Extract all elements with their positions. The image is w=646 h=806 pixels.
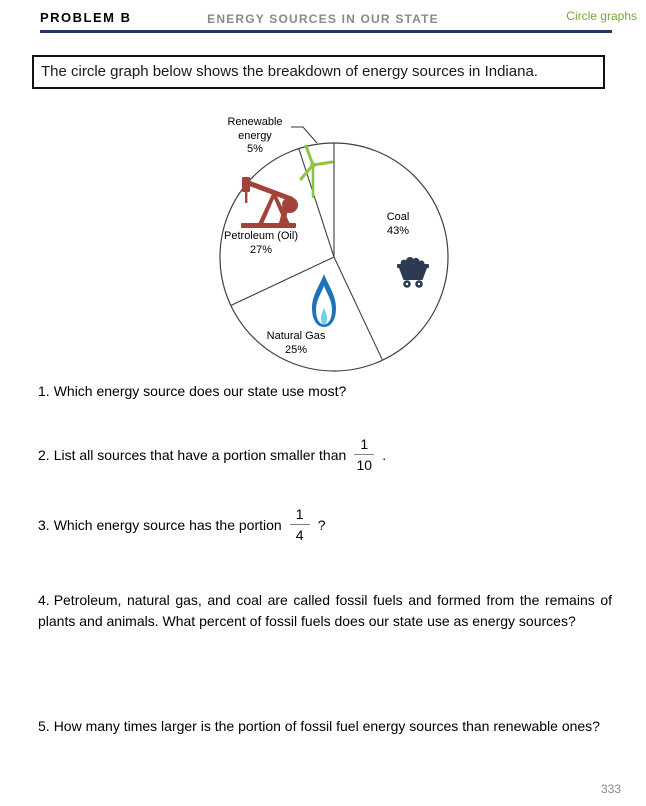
question-5 xyxy=(38,716,612,737)
cart-wheel-hub xyxy=(406,283,408,285)
oil-pump-icon xyxy=(238,174,300,230)
slice-label-natural-gas xyxy=(246,330,346,357)
wind-turbine-icon xyxy=(296,144,334,198)
page-number: 333 xyxy=(600,782,621,796)
fraction-bar xyxy=(290,524,310,525)
question-text: Petroleum, natural gas, and coal are called fossil fuels and formed from the remains of plants and animals. What percent of fossil fuels does our state use as energy sources? xyxy=(38,592,612,629)
question-text: List all sources that have a portion smaller than xyxy=(53,446,347,463)
slice-label-pct: 5% xyxy=(247,143,263,155)
question-number: 2. xyxy=(38,446,50,463)
header-rule xyxy=(40,30,612,33)
fraction-bar xyxy=(354,454,374,455)
question-text: Which energy source has the portion xyxy=(53,516,282,533)
slice-label-text: Coal xyxy=(386,211,410,223)
question-number: 4. xyxy=(38,592,50,608)
slice-label-pct: 25% xyxy=(284,343,308,356)
fraction-denominator: 10 xyxy=(356,457,373,473)
question-number: 1. xyxy=(38,383,50,399)
page-title: ENERGY SOURCES IN OUR STATE xyxy=(207,12,439,26)
question-text-after: ? xyxy=(317,516,326,533)
slice-label-text: Renewable energy xyxy=(227,116,283,142)
slice-label-pct: 27% xyxy=(249,243,273,256)
question-text: How many times larger is the portion of fossil fuel energy sources than renewable ones? xyxy=(53,718,600,734)
question-2 xyxy=(38,436,612,473)
question-text: Which energy source does our state use most? xyxy=(53,383,347,399)
fraction-numerator: 1 xyxy=(360,436,369,452)
fraction-denominator: 4 xyxy=(295,527,304,543)
cart-wheel-hub xyxy=(418,283,420,285)
slice-label-pct: 43% xyxy=(386,224,410,237)
gas-flame-icon xyxy=(311,273,337,328)
instruction-text: The circle graph below shows the breakdown of energy sources in Indiana. xyxy=(41,63,538,80)
slice-label-renewable xyxy=(215,116,295,157)
fraction-1-10 xyxy=(354,436,374,473)
question-1 xyxy=(38,381,612,401)
problem-label: PROBLEM B xyxy=(40,10,132,25)
fraction-numerator: 1 xyxy=(295,506,304,522)
topic-tag: Circle graphs xyxy=(566,9,637,23)
slice-label-petroleum xyxy=(206,230,316,257)
question-text-after: . xyxy=(382,446,387,463)
slice-label-text: Natural Gas xyxy=(266,330,326,342)
pie-chart-area xyxy=(170,115,470,377)
instruction-box xyxy=(32,55,605,89)
fraction-1-4 xyxy=(290,506,310,543)
slice-label-text: Petroleum (Oil) xyxy=(224,230,298,242)
question-4 xyxy=(38,590,612,632)
question-number: 5. xyxy=(38,718,50,734)
slice-label-coal xyxy=(358,211,438,238)
question-3 xyxy=(38,506,612,543)
coal-cart-icon xyxy=(396,255,430,289)
question-number: 3. xyxy=(38,516,50,533)
